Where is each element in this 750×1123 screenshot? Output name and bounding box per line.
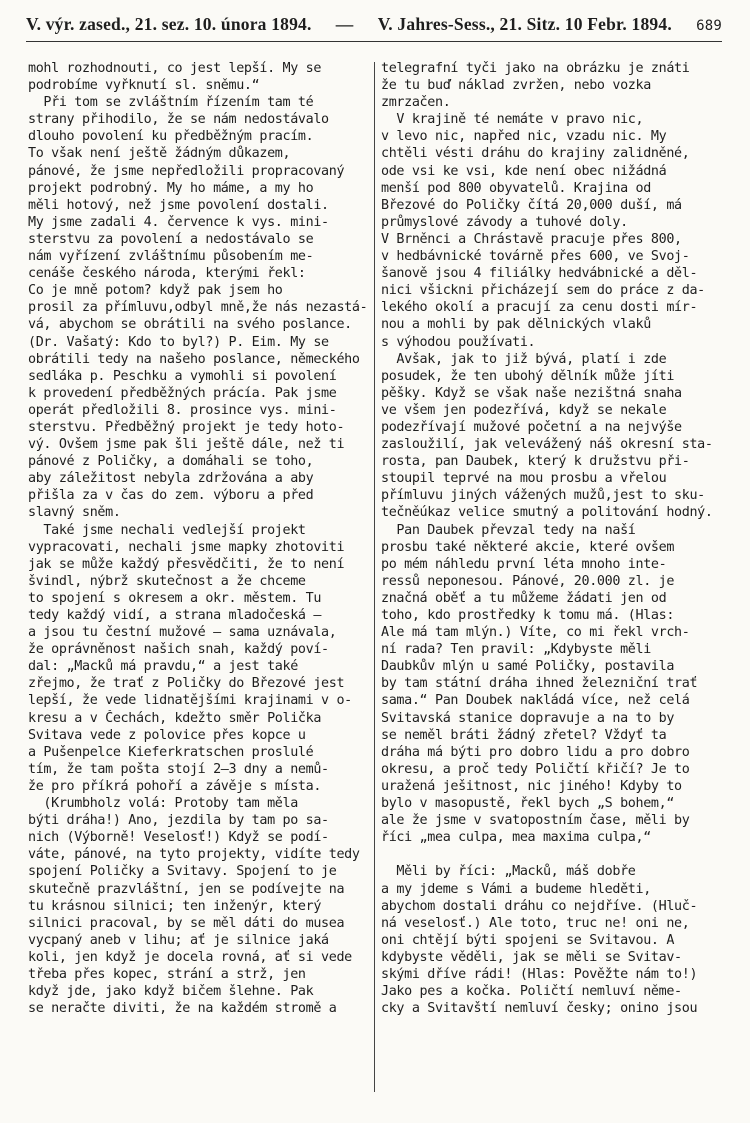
text-line: Při tom se zvláštním řízením tam té xyxy=(28,95,314,111)
text-line: Svitavská stanice dopravuje a na to by xyxy=(381,710,675,726)
text-line: bylo v masopustě, řekl bych „S bohem,“ xyxy=(381,796,675,812)
text-line: skými dříve rádi! (Hlas: Pověžte nám to!) xyxy=(381,966,698,982)
text-line: V krajině té nemáte v pravo nic, xyxy=(381,112,644,128)
text-line: operát předložili 8. prosince vys. mini- xyxy=(28,402,337,418)
text-line: projekt podrobný. My ho máme, a my ho xyxy=(28,180,314,196)
text-line: stoupil teprvé na mou prosbu a vřelou xyxy=(381,471,667,487)
text-line: sama.“ Pan Doubek nakládá více, než celá xyxy=(381,693,690,709)
text-line: vypracovati, nechali jsme mapky zhotoviti xyxy=(28,539,345,555)
text-line: okresu, a proč tedy Poličtí křičí? Je to xyxy=(381,761,690,777)
text-line: kdybyste věděli, jak se měli se Svitav- xyxy=(381,949,682,965)
text-line: lekého okolí a pracují za cenu dosti mír- xyxy=(381,300,698,316)
text-line: aby záležitost nebyla zdržována a aby xyxy=(28,471,314,487)
text-line: Daubkův mlýn u samé Poličky, postavila xyxy=(381,659,675,675)
text-line: Co je mně potom? když pak jsem ho xyxy=(28,283,283,299)
header-dash: — xyxy=(335,14,354,34)
text-line: býti dráha!) Ano, jezdila by tam po sa- xyxy=(28,813,329,829)
text-line: sterstvu. Předběžný projekt je tedy hoto- xyxy=(28,419,345,435)
page-number: 689 xyxy=(696,18,722,34)
text-line: menší pod 800 obyvatelů. Krajina od xyxy=(381,180,651,196)
text-line: tečněúkaz velice smutný a politování hodný. xyxy=(381,505,713,521)
text-line: prosil za přímluvu,odbyl mně,že nás nezastá- xyxy=(28,300,368,316)
left-column xyxy=(28,60,369,1017)
text-line: lepší, že vede lidnatějšími krajinami v o- xyxy=(28,693,352,709)
text-line: slavný sněm. xyxy=(28,505,121,521)
text-line: švindl, nýbrž skutečnost a že chceme xyxy=(28,573,306,589)
text-line: obrátili tedy na našeho poslance, německého xyxy=(28,351,360,367)
text-line: a my jdeme s Vámi a budeme hleděti, xyxy=(381,881,651,897)
text-line: dráha má býti pro dobro lidu a pro dobro xyxy=(381,744,690,760)
running-header xyxy=(26,14,722,38)
text-line: zřejmo, že trať z Poličky do Březové jest xyxy=(28,676,345,692)
text-line: V Brněnci a Chrástavě pracuje přes 800, xyxy=(381,231,682,247)
text-line: (Krumbholz volá: Protoby tam měla xyxy=(28,796,298,812)
text-line: ná veselosť.) Ale toto, truc ne! oni ne, xyxy=(381,915,690,931)
text-line: telegrafní tyči jako na obrázku je znáti xyxy=(381,61,690,76)
text-line: v levo nic, napřed nic, vzadu nic. My xyxy=(381,129,667,145)
text-line: rosta, pan Daubek, který k družstvu při- xyxy=(381,454,690,470)
text-line: Březové do Poličky čítá 20,000 duší, má xyxy=(381,197,682,213)
text-line: k provedení předběžných prácía. Pak jsme xyxy=(28,385,337,401)
text-line: uražená ješitnost, nic jiného! Kdyby to xyxy=(381,778,682,794)
right-column xyxy=(381,60,722,1017)
text-line: To však není ještě žádným důkazem, xyxy=(28,146,291,162)
text-line: že pro příkrá pohoří a závěje s místa. xyxy=(28,778,322,794)
text-line: přímluvu jiných vážených mužů,jest to sku- xyxy=(381,488,705,504)
text-line: s výhodou používati. xyxy=(381,334,536,350)
text-line: průmyslové závody a tuhové doly. xyxy=(381,214,628,230)
text-line: to spojení s okresem a okr. městem. Tu xyxy=(28,590,322,606)
text-line: spojení Poličky a Svitavy. Spojení to je xyxy=(28,864,337,880)
text-line: tedy každý vidí, a strana mladočeská — xyxy=(28,608,322,623)
text-line: značná oběť a tu můžeme žádati jen od xyxy=(381,590,667,606)
text-line: chtěli vésti dráhu do krajiny zalidněné, xyxy=(381,146,690,162)
text-line: podezřívají mužové početní a na nejvýše xyxy=(381,419,682,435)
text-line: že tu buď náklad zvržen, nebo vozka xyxy=(381,78,651,94)
text-line: prosbu také některé akcie, které ovšem xyxy=(381,539,675,555)
text-line: po mém náhledu první léta mnoho inte- xyxy=(381,556,667,572)
text-line: šanově jsou 4 filiálky hedvábnické a děl- xyxy=(381,266,698,282)
text-line: cenáše českého národa, kterými řekl: xyxy=(28,266,306,282)
text-line: kresu a v Čechách, kdežto směr Polička xyxy=(28,710,322,726)
text-line: tu krásnou silnici; ten inženýr, který xyxy=(28,898,322,914)
text-line: jak se může každý přesvědčiti, že to není xyxy=(28,556,345,572)
text-line: přišla za v čas do zem. výboru a před xyxy=(28,488,314,504)
text-line: Avšak, jak to již bývá, platí i zde xyxy=(381,351,667,367)
text-line: když jde, jako když bičem šlehne. Pak xyxy=(28,984,314,1000)
text-line: oni chtějí býti spojeni se Svitavou. A xyxy=(381,932,675,948)
text-line: Měli by říci: „Macků, máš dobře xyxy=(381,864,636,880)
text-line: cky a Svitavští nemluví česky; onino jsou xyxy=(381,1001,698,1017)
text-line: ode vsi ke vsi, kde není obec nižádná xyxy=(381,163,667,179)
text-line: měli hotový, než jsme povolení dostali. xyxy=(28,197,329,213)
text-line: dlouho povolení ku předběžným pracím. xyxy=(28,129,314,145)
text-line: Pan Daubek převzal tedy na naší xyxy=(381,522,636,538)
text-line: toho, kdo prostředky k tomu má. (Hlas: xyxy=(381,608,675,623)
text-line: sedláka p. Peschku a vymohli si povolení xyxy=(28,368,337,384)
text-line: skutečně prazvláštní, jen se podívejte na xyxy=(28,881,345,897)
text-line: Ale má tam mlýn.) Víte, co mi řekl vrch- xyxy=(381,625,690,641)
text-line: třeba přes kopec, strání a strž, jen xyxy=(28,966,306,982)
text-line: ressů neponesou. Pánové, 20.000 zl. je xyxy=(381,573,675,589)
text-line xyxy=(381,846,722,863)
text-line: váte, pánové, na tyto projekty, vidíte tedy xyxy=(28,847,360,863)
text-line: ní rada? Ten pravil: „Kdybyste měli xyxy=(381,642,651,658)
text-line: abychom dostali dráhu co nejdříve. (Hluč- xyxy=(381,898,698,914)
text-line: podrobíme vyřknutí sl. sněmu.“ xyxy=(28,78,260,94)
text-line: Jako pes a kočka. Poličtí nemluví něme- xyxy=(381,984,682,1000)
text-line: strany přihodilo, že se nám nedostávalo xyxy=(28,112,329,128)
text-line: pánové, že jsme nepředložili propracovaný xyxy=(28,163,345,179)
text-line: sterstvu za povolení a nedostávalo se xyxy=(28,231,314,247)
text-line: ve všem jen podezřívá, když se nekale xyxy=(381,402,667,418)
text-line: a jsou tu čestní mužové — sama uznávala, xyxy=(28,625,337,641)
text-line: posudek, že ten ubohý dělník může jíti xyxy=(381,368,675,384)
text-line: ale že jsme v svatopostním čase, měli by xyxy=(381,813,690,829)
text-line: My jsme zadali 4. července k vys. mini- xyxy=(28,214,329,230)
text-line: říci „mea culpa, mea maxima culpa,“ xyxy=(381,830,651,846)
header-rule xyxy=(26,41,722,42)
text-line: nou a mohli by pak dělnických vlaků xyxy=(381,317,651,333)
text-line: že oprávněnost našich snah, každý poví- xyxy=(28,642,329,658)
text-line: silnici pracoval, by se měl dáti do musea xyxy=(28,915,345,931)
header-german: V. Jahres-Sess., 21. Sitz. 10 Febr. 1894. xyxy=(377,14,672,34)
text-line: nám vyřízení zvláštnímu působením me- xyxy=(28,249,314,265)
text-line: vá, abychom se obrátili na svého poslance. xyxy=(28,317,352,333)
text-line: dal: „Macků má pravdu,“ a jest také xyxy=(28,659,298,675)
text-line: nich (Výborně! Veselosť!) Když se podí- xyxy=(28,830,329,846)
text-line: Svitava vede z polovice přes kopce u xyxy=(28,727,306,743)
text-line: mohl rozhodnouti, co jest lepší. My se xyxy=(28,61,322,76)
text-line: pánové z Poličky, a domáhali se toho, xyxy=(28,454,314,470)
text-line: se neračte diviti, že na každém stromě a xyxy=(28,1001,337,1017)
text-line: v hedbávnické továrně přes 600, ve Svoj- xyxy=(381,249,690,265)
text-line: vý. Ovšem jsme pak šli ještě dále, než ti xyxy=(28,437,345,453)
text-line: (Dr. Vašatý: Kdo to byl?) P. Eim. My se xyxy=(28,334,329,350)
text-line: Také jsme nechali vedlejší projekt xyxy=(28,522,306,538)
header-czech: V. výr. zased., 21. sez. 10. února 1894. xyxy=(26,14,312,34)
text-line: koli, jen když je docela rovná, ať si vede xyxy=(28,949,352,965)
text-line: pěšky. Když se však naše nezištná snaha xyxy=(381,385,682,401)
text-line: zmrzačen. xyxy=(381,95,451,111)
text-line: tím, že tam pošta stojí 2—3 dny a nemů- xyxy=(28,761,329,777)
text-line: nici všickni přicházejí sem do práce z da- xyxy=(381,283,705,299)
text-line: zasloužilí, jak velevážený náš okresní sta- xyxy=(381,437,713,453)
text-line: vycpaný aneb v lihu; ať je silnice jaká xyxy=(28,932,329,948)
text-line: se neměl bráti žádný zřetel? Vždyť ta xyxy=(381,727,667,743)
text-line: by tam státní dráha ihned železniční trať xyxy=(381,676,698,692)
text-line: a Pušenpelce Kieferkratschen proslulé xyxy=(28,744,314,760)
column-divider xyxy=(374,62,375,1092)
